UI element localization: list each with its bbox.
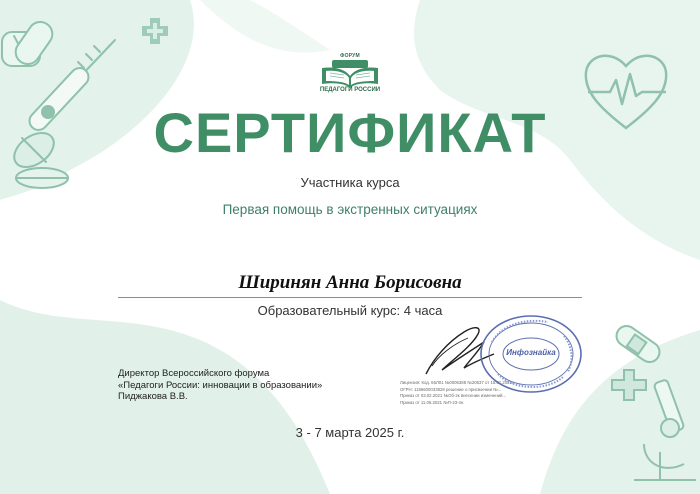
license-line: Лицензия: Код. 66Л01 №0006388 №20637 от 15.01.2021г. (400, 380, 515, 385)
license-line: Приказ от 03.02.2021 №Об-2к внесении изменений... (400, 393, 507, 399)
director-line: Пиджакова В.В. (118, 391, 188, 402)
course-title: Первая помощь в экстренных ситуациях (222, 202, 478, 217)
participant-subtitle: Участника курса (300, 175, 400, 190)
license-line: Приказ от 11.06.2021 №П-23-лн (400, 399, 464, 405)
microscope-bandage-icons (604, 324, 700, 494)
name-underline (118, 297, 582, 298)
course-dates: 3 - 7 марта 2025 г. (295, 425, 405, 440)
stamp-label: Инфознайка (506, 348, 556, 357)
director-line: «Педагоги России: инновации в образовании» (118, 379, 323, 391)
director-block (118, 368, 322, 403)
recipient-name: Ширинян Анна Борисовна (238, 272, 462, 293)
license-line: ОГРН: 1196600033828 решение о присвоении №... (400, 386, 502, 392)
logo-bottom-text: ПЕДАГОГИ РОССИИ (319, 87, 381, 93)
logo-top-text: ФОРУМ (340, 53, 360, 59)
forum-logo (318, 54, 382, 90)
medical-cross-icon (140, 16, 170, 46)
director-line: Директор Всероссийского форума (118, 368, 270, 379)
certificate-title: СЕРТИФИКАТ (153, 101, 547, 164)
course-hours: Образовательный курс: 4 часа (257, 303, 443, 318)
